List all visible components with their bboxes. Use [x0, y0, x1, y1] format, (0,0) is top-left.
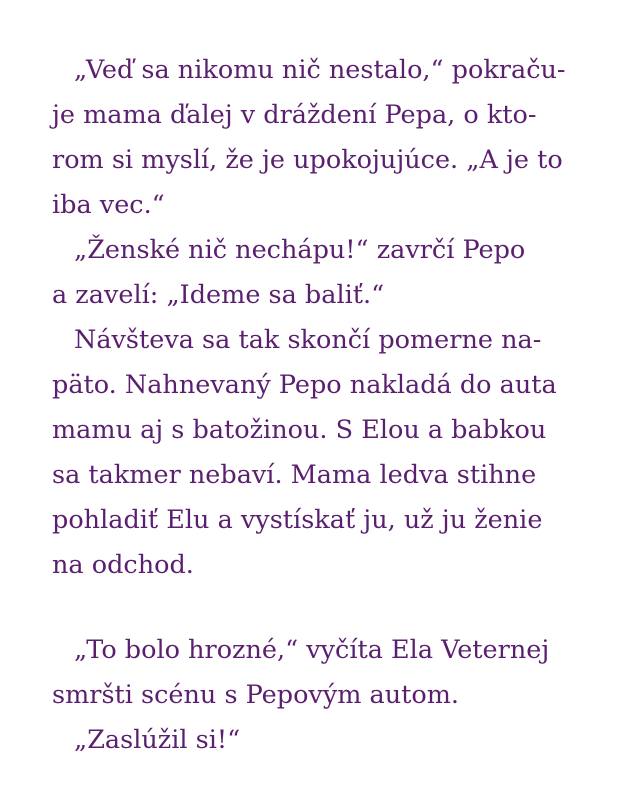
- text-line: pohladiť Elu a vystískať ju, už ju ženie: [52, 505, 543, 535]
- text-line: „Veď sa nikomu nič nestalo,“ pokraču-: [74, 55, 566, 85]
- text-line: Návšteva sa tak skončí pomerne na-: [74, 325, 542, 355]
- text-line: iba vec.“: [52, 190, 165, 220]
- text-line: na odchod.: [52, 550, 194, 580]
- text-line: je mama ďalej v dráždení Pepa, o kto-: [52, 100, 537, 130]
- text-line: päto. Nahnevaný Pepo nakladá do auta: [52, 370, 557, 400]
- text-line: „Ženské nič nechápu!“ zavrčí Pepo: [74, 235, 526, 265]
- text-line: rom si myslí, že je upokojujúce. „A je to: [52, 145, 563, 175]
- text-line: mamu aj s batožinou. S Elou a babkou: [52, 415, 547, 445]
- text-line: „To bolo hrozné,“ vyčíta Ela Veternej: [74, 635, 550, 665]
- text-line: „Zaslúžil si!“: [74, 725, 241, 755]
- paragraph-block-1: [52, 48, 622, 588]
- paragraph-block-2: [52, 628, 622, 763]
- text-line: sa takmer nebaví. Mama ledva stihne: [52, 460, 537, 490]
- text-line: smršti scénu s Pepovým autom.: [52, 680, 460, 710]
- text-line: a zavelí: „Ideme sa baliť.“: [52, 280, 385, 310]
